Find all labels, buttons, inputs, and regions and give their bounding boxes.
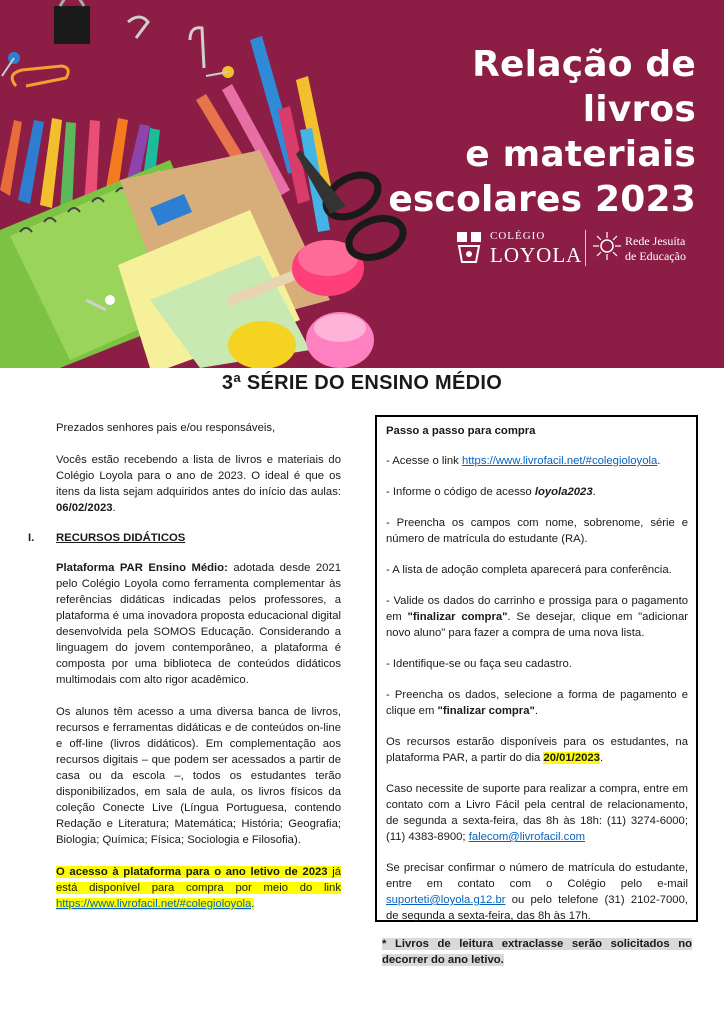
avail-end: . xyxy=(599,752,604,764)
step-1-link[interactable]: https://www.livrofacil.net/#colegioloyola xyxy=(461,455,658,467)
step-3: - Preencha os campos com nome, sobrenome, série e número de matrícula do estudante (RA). xyxy=(386,517,688,545)
step-2-text: - Informe o código de acesso xyxy=(386,486,535,498)
box-title: Passo a passo para compra xyxy=(386,425,536,437)
registration-confirm xyxy=(386,860,688,924)
platform-paragraph xyxy=(56,560,341,688)
confirm-text-2: ou pelo telefone (31) 2102-7000, de segunda a sexta-feira, das 8h às 17h. xyxy=(386,894,688,922)
step-7-finalize: "finalizar compra" xyxy=(437,705,535,717)
availability-bold: O acesso à plataforma para o ano letivo de 2023 xyxy=(56,866,328,878)
left-column xyxy=(28,420,341,928)
logo-loyola-text: LOYOLA xyxy=(490,243,583,267)
step-5 xyxy=(386,593,688,641)
step-6: - Identifique-se ou faça seu cadastro. xyxy=(386,658,572,670)
support-email-link[interactable]: falecom@livrofacil.com xyxy=(468,831,586,843)
avail-date: 20/01/2023 xyxy=(543,752,600,764)
colegio-loyola-logo xyxy=(453,222,581,270)
logos xyxy=(453,222,703,270)
logo-rede-line-1: Rede Jesuíta xyxy=(625,234,686,248)
rede-jesuita-logo xyxy=(593,228,708,268)
intro-text: Vocês estão recebendo a lista de livros e materiais do Colégio Loyola para o ano de 2023. O ideal é que os itens da lista sejam adquiridos antes do início das aulas: xyxy=(56,454,341,498)
step-7-c: . xyxy=(534,705,538,717)
footnote-text: * Livros de leitura extraclasse serão solicitados no decorrer do ano letivo. xyxy=(382,938,692,966)
availability-paragraph xyxy=(56,864,341,912)
section-heading xyxy=(28,530,341,546)
footnote xyxy=(382,936,692,968)
intro-paragraph xyxy=(56,452,341,516)
step-5-c: . Se desejar, clique em "adicionar novo aluno" para fazer a compra de uma nova lista. xyxy=(386,611,688,639)
banner-title-line-1: Relação de livros xyxy=(472,44,696,130)
access-code: loyola2023 xyxy=(534,486,593,498)
step-4: - A lista de adoção completa aparecerá para conferência. xyxy=(386,564,672,576)
support-info xyxy=(386,781,688,845)
access-paragraph: Os alunos têm acesso a uma diversa banca de livros, recursos e ferramentas didáticas e de conteúdos on-line e off-line (livros didáticos). Em complementação aos recursos digitais – que podem ser acessados a partir de casa ou da escola –, todos os estudantes terão disponibilizados, em sala de aula, os livros físicos da coleção Conecte Live (Língua Portuguesa, contendo Redação e Literatura; Matemática; História; Geografia; Biologia; Química; Física; Sociologia e Filosofia). xyxy=(56,706,341,846)
logo-colegio-text: COLÉGIO xyxy=(490,230,546,242)
header-banner xyxy=(0,0,724,368)
step-5-finalize: "finalizar compra" xyxy=(407,611,508,623)
support-text: Caso necessite de suporte para realizar a compra, entre em contato com a Livro Fácil pela central de relacionamento, de segunda a sexta-feira, das 8h às 18h: xyxy=(386,783,688,827)
confirm-email-link[interactable]: suporteti@loyola.g12.br xyxy=(386,894,506,906)
support-sep: ; xyxy=(462,831,469,843)
banner-title-line-3: escolares 2023 xyxy=(388,179,696,220)
step-7 xyxy=(386,687,688,719)
loyola-seal-icon xyxy=(453,226,485,266)
step-2 xyxy=(386,484,688,500)
availability-text: já está disponível para compra por meio do link xyxy=(56,866,341,894)
step-2-end: . xyxy=(592,486,596,498)
step-1-end: . xyxy=(657,455,661,467)
section-number: I. xyxy=(28,532,35,544)
banner-title-line-2: e materiais xyxy=(465,134,696,175)
step-7-a: - Preencha os dados, selecione a forma de pagamento e clique em xyxy=(386,689,688,717)
section-title: RECURSOS DIDÁTICOS xyxy=(56,532,186,544)
livrofacil-link[interactable]: https://www.livrofacil.net/#colegioloyola xyxy=(56,898,252,910)
platform-name: Plataforma PAR Ensino Médio: xyxy=(56,562,228,574)
banner-title xyxy=(356,42,696,222)
greeting: Prezados senhores pais e/ou responsáveis, xyxy=(56,422,276,434)
purchase-steps-box xyxy=(375,415,698,922)
platform-text: adotada desde 2021 pelo Colégio Loyola como ferramenta complementar às referências didáticas indicadas pelos professores, a plataforma é uma inovadora proposta educacional digital desenvolvida pela SOMOS Educação. Considerando a linguagem do jovem contemporâneo, a plataforma é composta por uma biblioteca de conteúdos didáticos multimodais com alto rigor acadêmico. xyxy=(56,562,341,686)
page-title: 3ª SÉRIE DO ENSINO MÉDIO xyxy=(221,372,503,394)
step-1-text: - Acesse o link xyxy=(386,455,462,467)
step-5-a: - Valide os dados do carrinho e prossiga para o pagamento em xyxy=(386,595,688,623)
step-1 xyxy=(386,453,688,469)
confirm-text: Se precisar confirmar o número de matrícula do estudante, entre em contato com o Colégio pelo e-mail xyxy=(386,862,688,890)
intro-end: . xyxy=(112,502,116,514)
availability-end: . xyxy=(251,898,255,910)
logo-rede-line-2: de Educação xyxy=(625,249,686,263)
resources-availability xyxy=(386,734,688,766)
support-phones: (11) 3274-6000; (11) 4383-8900 xyxy=(386,815,688,843)
intro-date: 06/02/2023 xyxy=(56,502,113,514)
logo-divider xyxy=(585,230,586,266)
avail-text: Os recursos estarão disponíveis para os estudantes, na plataforma PAR, a partir do dia xyxy=(386,736,688,764)
jesuit-sun-icon xyxy=(593,232,621,260)
